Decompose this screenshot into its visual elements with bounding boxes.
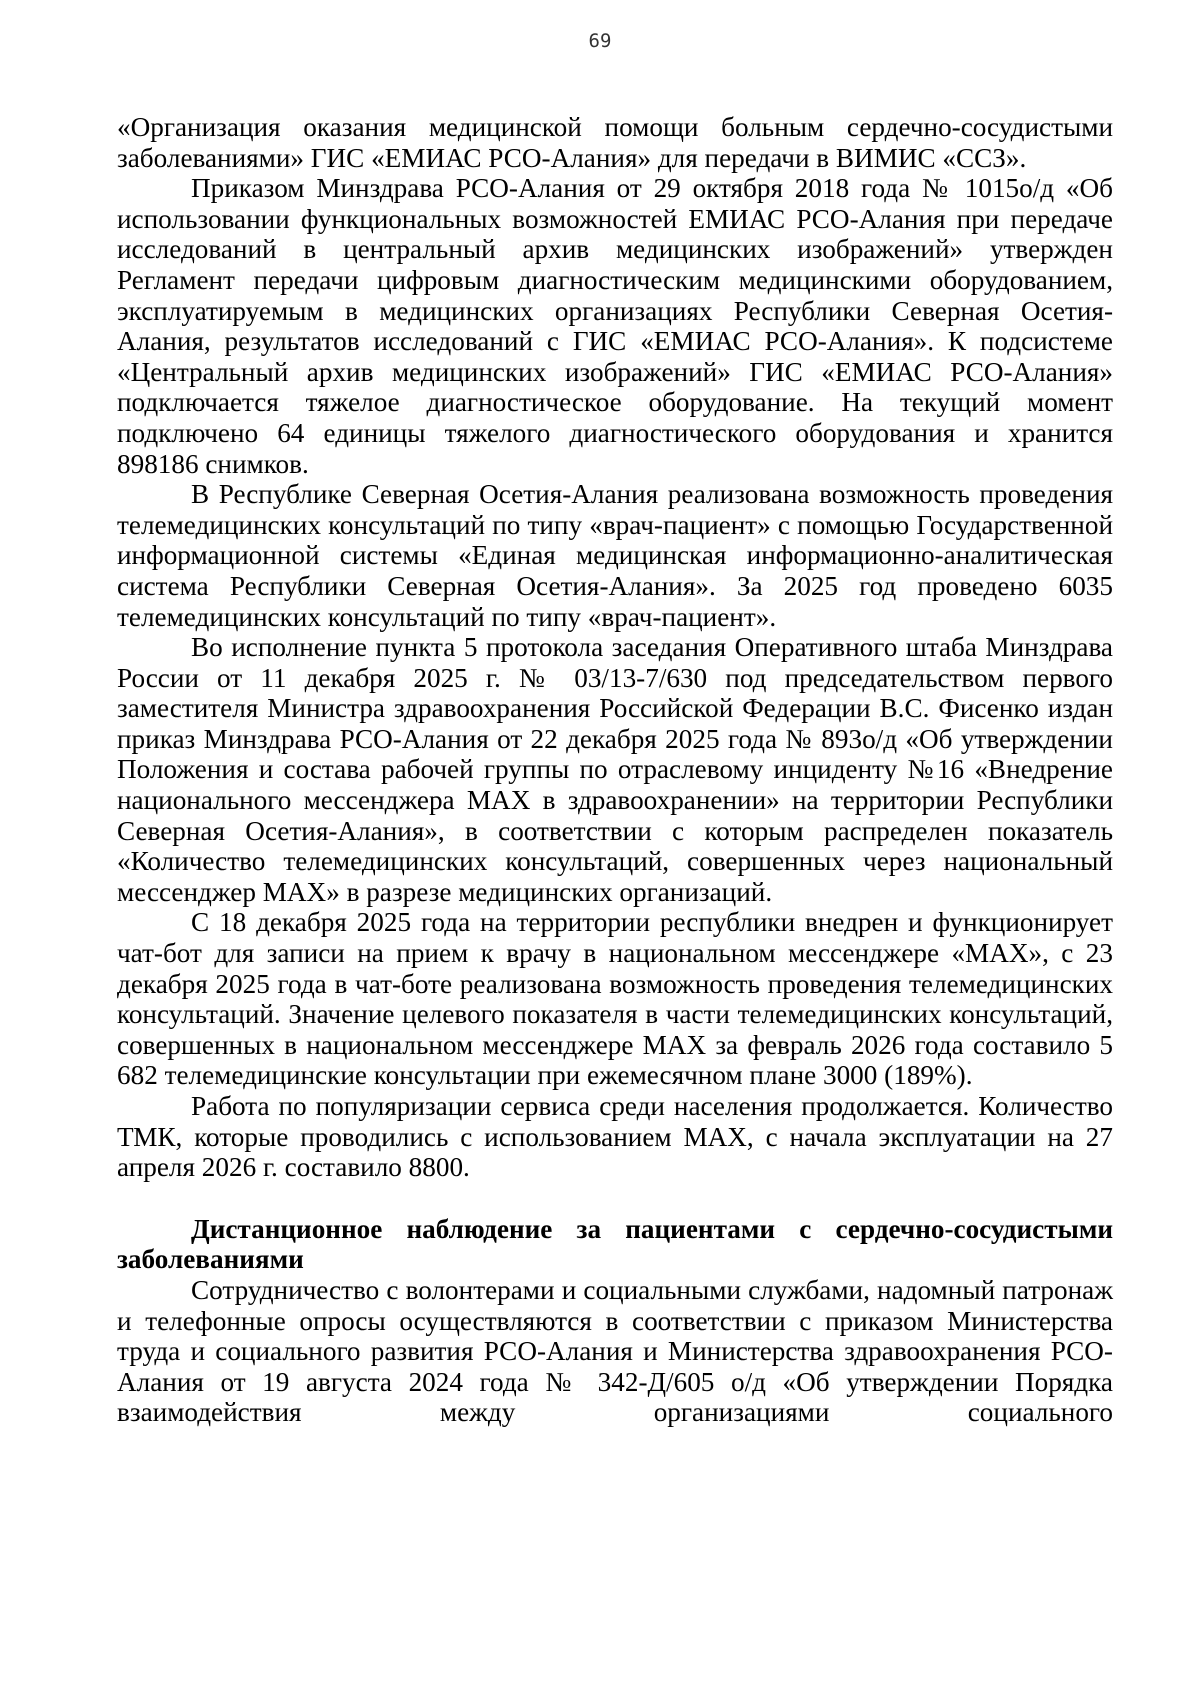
paragraph-2: Приказом Минздрава РСО-Алания от 29 октября 2018 года № 1015о/д «Об использовании функциональных возможностей ЕМИАС РСО-Алания при передаче исследований в центральный архив медицинских изображений» утвержден Регламент передачи цифровым диагностическим медицинскими оборудованием, эксплуатируемым в медицинских организациях Республики Северная Осетия-Алания, результатов исследований с ГИС «ЕМИАС РСО-Алания». К подсистеме «Центральный архив медицинских изображений» ГИС «ЕМИАС РСО-Алания» подключается тяжелое диагностическое оборудование. На текущий момент подключено 64 единицы тяжелого диагностического оборудования и хранится 898186 снимков.: [117, 173, 1113, 479]
paragraph-1: «Организация оказания медицинской помощи больным сердечно-сосудистыми заболеваниями» ГИС «ЕМИАС РСО-Алания» для передачи в ВИМИС «ССЗ».: [117, 112, 1113, 173]
paragraph-4: Во исполнение пункта 5 протокола заседания Оперативного штаба Минздрава России от 11 декабря 2025 г. № 03/13-7/630 под председательством первого заместителя Министра здравоохранения Российской Федерации В.С. Фисенко издан приказ Минздрава РСО-Алания от 22 декабря 2025 года № 893о/д «Об утверждении Положения и состава рабочей группы по отраслевому инциденту №16 «Внедрение национального мессенджера MAX в здравоохранении» на территории Республики Северная Осетия-Алания», в соответствии с которым распределен показатель «Количество телемедицинских консультаций, совершенных через национальный мессенджер MAX» в разрезе медицинских организаций.: [117, 632, 1113, 907]
section-heading: Дистанционное наблюдение за пациентами с сердечно-сосудистыми заболеваниями: [117, 1213, 1113, 1275]
page-number: 69: [588, 30, 612, 52]
paragraph-3: В Республике Северная Осетия-Алания реализована возможность проведения телемедицинских консультаций по типу «врач-пациент» с помощью Государственной информационной системы «Единая медицинская информационно-аналитическая система Республики Северная Осетия-Алания». За 2025 год проведено 6035 телемедицинских консультаций по типу «врач-пациент».: [117, 479, 1113, 632]
paragraph-5: С 18 декабря 2025 года на территории республики внедрен и функционирует чат-бот для записи на прием к врачу в национальном мессенджере «MAX», с 23 декабря 2025 года в чат-боте реализована возможность проведения телемедицинских консультаций. Значение целевого показателя в части телемедицинских консультаций, совершенных в национальном мессенджере MAX за февраль 2026 года составило 5 682 телемедицинские консультации при ежемесячном плане 3000 (189%).: [117, 907, 1113, 1091]
section-paragraph: Сотрудничество с волонтерами и социальными службами, надомный патронаж и телефонные опросы осуществляются в соответствии с приказом Министерства труда и социального развития РСО-Алания и Министерства здравоохранения РСО-Алания от 19 августа 2024 года № 342-Д/605 о/д «Об утверждении Порядка взаимодействия между организациями социального: [117, 1274, 1113, 1428]
paragraph-6: Работа по популяризации сервиса среди населения продолжается. Количество ТМК, которые проводились с использованием MAX, с начала эксплуатации на 27 апреля 2026 г. составило 8800.: [117, 1091, 1113, 1183]
document-body: [117, 112, 1113, 1428]
